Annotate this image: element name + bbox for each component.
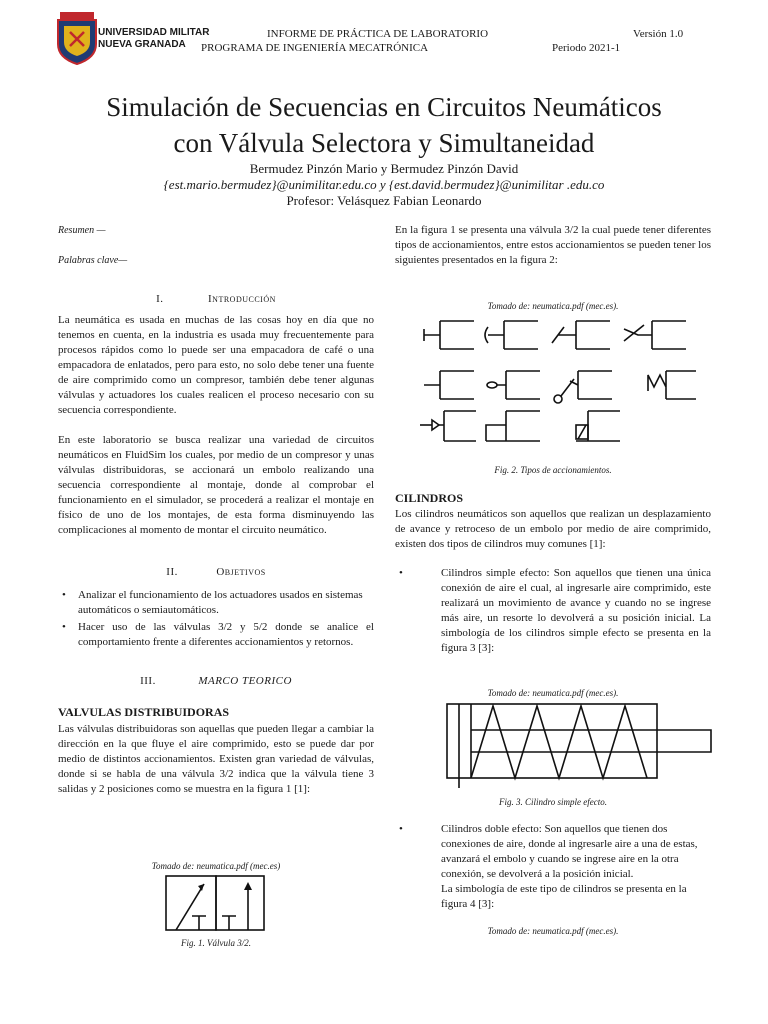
period-label: Periodo 2021-1 bbox=[552, 42, 621, 54]
left-column bbox=[58, 223, 374, 797]
figure-2-caption: Fig. 2. Tipos de accionamientos. bbox=[494, 465, 612, 475]
cylinders-heading: CILINDROS bbox=[395, 491, 464, 505]
actuation-spring-icon bbox=[648, 371, 696, 399]
actuation-pedal-icon bbox=[624, 321, 686, 349]
double-acting-continuation: La simbología de este tipo de cilindros se presenta en la figura 4 [3]: bbox=[441, 883, 687, 910]
figure-1-caption: Fig. 1. Válvula 3/2. bbox=[181, 938, 251, 948]
professor: Profesor: Velásquez Fabian Leonardo bbox=[286, 193, 482, 208]
actuation-mushroom-button-icon bbox=[485, 321, 538, 349]
intro-paragraph-1: La neumática es usada en muchas de las cosas hoy en día que no tenemos en cuenta, en la industria es usada muy frecuentemente para procesos rápidos como lo puede ser una empacadora de café o una empacadora de enlatados, pero para esto, no solo debe tener una fuente de aire comprimido como un compresor, también debe tener algunas válvulas y actuadores los cuales realicen el proceso necesario con su secuencia correspondiente. bbox=[58, 314, 374, 416]
actuation-solenoid-icon bbox=[576, 411, 620, 441]
actuation-pilot-icon bbox=[420, 411, 476, 441]
actuation-roller-icon bbox=[554, 371, 612, 403]
program-name: PROGRAMA DE INGENIERÍA MECATRÓNICA bbox=[201, 42, 429, 54]
section-heading-introduction: I. Introducción bbox=[156, 293, 276, 305]
figure-3-single-acting-cylinder bbox=[443, 700, 713, 795]
actuation-spring-plunger-icon bbox=[487, 371, 540, 399]
paper-title-line2: con Válvula Selectora y Simultaneidad bbox=[173, 128, 595, 158]
authors: Bermudez Pinzón Mario y Bermudez Pinzón David bbox=[249, 161, 519, 176]
paper-title-line1: Simulación de Secuencias en Circuitos Neumáticos bbox=[106, 92, 662, 122]
report-title: INFORME DE PRÁCTICA DE LABORATORIO bbox=[267, 28, 489, 40]
figure-2-source: Tomado de: neumatica.pdf (mec.es). bbox=[487, 301, 619, 311]
figure-2-actuation-types bbox=[412, 313, 702, 468]
valves-paragraph: Las válvulas distribuidoras son aquellas que pueden llegar a cambiar la dirección en la que fluye el aire comprimido, esto se puede dar por medio de distintos accionamientos. Existen gran variedad de válvulas, donde si se habla de una válvula 3/2 indica que la válvula tiene 3 salidas y 2 posiciones como se muestra en la figura 1 [1]: bbox=[58, 723, 374, 795]
abstract-label: Resumen — bbox=[58, 225, 106, 236]
single-acting-cylinder-item: • Cilindros simple efecto: Son aquellos que tienen una única conexión de aire el cual, al ingresarle aire comprimido, este realizará un movimiento de avance y cuando no se ingrese más aire, un resorte lo devolverá a su posición inicial. La simbología de los cilindros simple efecto se presenta en la figura 3 [3]: bbox=[395, 566, 711, 656]
keywords-label: Palabras clave— bbox=[58, 255, 128, 266]
figure-1-source: Tomado de: neumatica.pdf (mec.es) bbox=[151, 861, 281, 871]
figure-3-caption: Fig. 3. Cilindro simple efecto. bbox=[499, 797, 607, 807]
actuation-roller-detent-icon bbox=[486, 411, 540, 441]
cylinders-paragraph: Los cilindros neumáticos son aquellos que realizan un desplazamiento de avance y retroceso de un embolo por medio de aire comprimido, existen dos tipos de cilindros muy comunes [1]: bbox=[395, 508, 711, 550]
double-acting-block bbox=[395, 822, 711, 912]
section-heading-theory: III. MARCO TEORICO bbox=[140, 675, 292, 687]
actuation-lever-icon bbox=[552, 321, 610, 349]
objective-item-1: • Analizar el funcionamiento de los actuadores usados en sistemas automáticos o semiautomáticos. bbox=[58, 588, 374, 618]
section-heading-objectives: II. Objetivos bbox=[166, 566, 266, 578]
university-name: UNIVERSIDAD MILITAR NUEVA GRANADA bbox=[98, 27, 210, 50]
double-acting-cylinder-item: • Cilindros doble efecto: Son aquellos que tienen dos conexiones de aire, donde al ingresarle aire a una de estas, avanzará el embolo y cuando se ingrese aire en la otra conexión, se devolverá a la posición inicial. bbox=[395, 822, 711, 882]
figure-4-source: Tomado de: neumatica.pdf (mec.es). bbox=[487, 926, 619, 936]
cylinders-block bbox=[395, 491, 711, 656]
actuation-plunger-icon bbox=[424, 371, 474, 399]
figure-3-source: Tomado de: neumatica.pdf (mec.es). bbox=[487, 688, 619, 698]
figure-1-valve-3-2 bbox=[164, 872, 268, 939]
intro-paragraph-2: En este laboratorio se busca realizar una variedad de circuitos neumáticos en FluidSim los cuales, por medio de un compresor y unas válvulas distribuidoras, se accionará un embolo realizando una secuencia correspondiente al montaje, donde al comprobar el funcionamiento en el simulador, se procederá a realizar el montaje en físico de uno de los montajes, de esta forma disminuyendo las complicaciones al momento de montar el circuito neumático. bbox=[58, 434, 374, 536]
objective-item-2: • Hacer uso de las válvulas 3/2 y 5/2 donde se analice el comportamiento frente a diferentes accionamientos y retornos. bbox=[58, 620, 374, 650]
version-label: Versión 1.0 bbox=[633, 28, 684, 40]
actuation-intro-paragraph: En la figura 1 se presenta una válvula 3/2 la cual puede tener diferentes tipos de accionamientos, entre estos accionamientos se pueden tener los siguientes presentados en la figura 2: bbox=[395, 224, 711, 266]
actuation-pushbutton-icon bbox=[424, 321, 474, 349]
author-emails: {est.mario.bermudez}@unimilitar.edu.co y {est.david.bermudez}@unimilitar .edu.co bbox=[163, 177, 605, 192]
valves-heading: VALVULAS DISTRIBUIDORAS bbox=[58, 705, 230, 719]
